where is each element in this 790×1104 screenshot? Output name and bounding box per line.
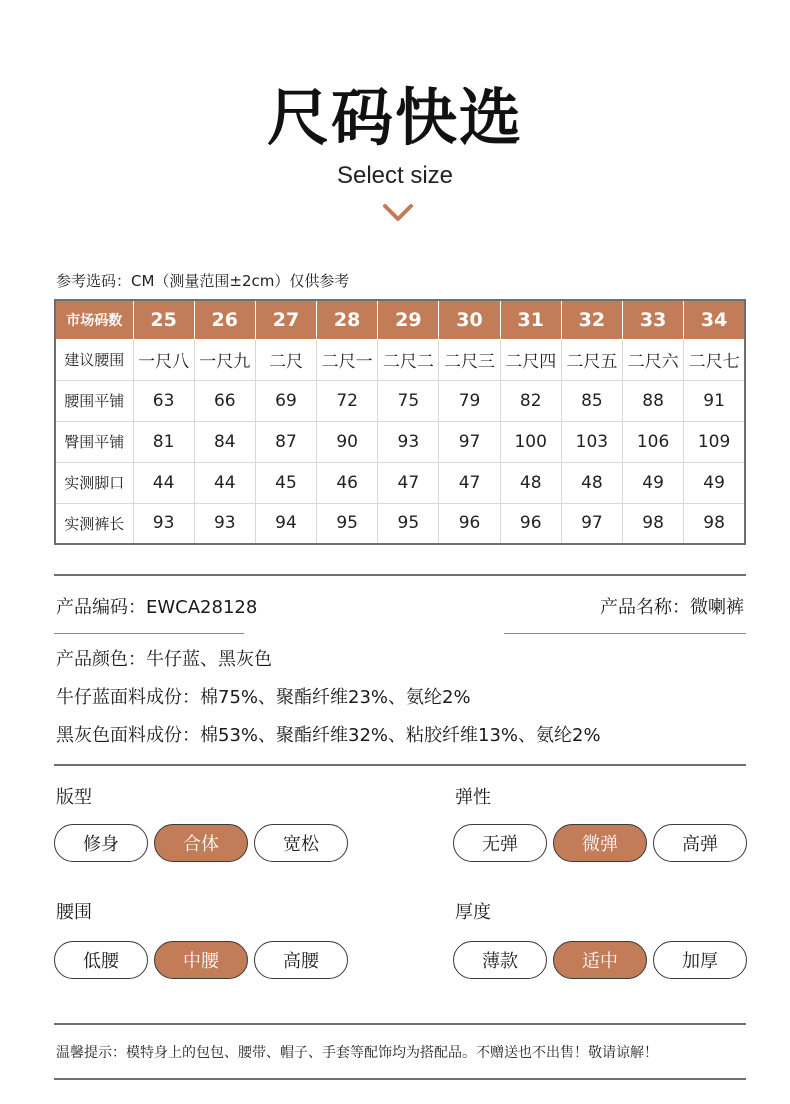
table-cell: 100 (500, 421, 561, 462)
table-cell: 二尺七 (684, 339, 745, 380)
table-cell: 48 (561, 462, 622, 503)
table-cell: 二尺四 (500, 339, 561, 380)
table-cell: 84 (194, 421, 255, 462)
table-cell: 75 (378, 380, 439, 421)
table-cell: 二尺二 (378, 339, 439, 380)
table-cell: 109 (684, 421, 745, 462)
table-cell: 二尺 (255, 339, 316, 380)
table-cell: 97 (439, 421, 500, 462)
table-cell: 103 (561, 421, 622, 462)
size-cell: 32 (561, 300, 622, 339)
waist-title: 腰围 (56, 902, 92, 923)
table-row (55, 339, 745, 380)
elasticity-option-high: 高弹 (653, 824, 747, 862)
size-cell: 34 (684, 300, 745, 339)
table-cell: 87 (255, 421, 316, 462)
size-chart-table (54, 299, 746, 545)
table-cell: 96 (439, 503, 500, 544)
table-cell: 69 (255, 380, 316, 421)
table-cell: 93 (194, 503, 255, 544)
chevron-down-icon (383, 204, 413, 222)
table-cell: 95 (378, 503, 439, 544)
row-label: 实测裤长 (55, 503, 133, 544)
table-cell: 85 (561, 380, 622, 421)
table-cell: 44 (194, 462, 255, 503)
table-row (55, 503, 745, 544)
size-cell: 33 (623, 300, 684, 339)
table-cell: 94 (255, 503, 316, 544)
table-cell: 91 (684, 380, 745, 421)
thickness-title: 厚度 (455, 902, 491, 923)
table-cell: 二尺三 (439, 339, 500, 380)
section-divider (54, 1078, 746, 1080)
table-cell: 72 (317, 380, 378, 421)
page-subtitle: Select size (336, 162, 454, 189)
table-cell: 81 (133, 421, 194, 462)
page-title: 尺码快选 (266, 81, 523, 154)
table-cell: 一尺八 (133, 339, 194, 380)
product-color: 产品颜色：牛仔蓝、黑灰色 (56, 649, 272, 670)
thickness-option-thick: 加厚 (653, 941, 747, 979)
table-cell: 106 (623, 421, 684, 462)
table-row (55, 380, 745, 421)
table-cell: 98 (684, 503, 745, 544)
table-cell: 49 (623, 462, 684, 503)
row-label: 臀围平铺 (55, 421, 133, 462)
table-cell: 63 (133, 380, 194, 421)
section-divider (54, 1023, 746, 1025)
table-cell: 二尺五 (561, 339, 622, 380)
table-cell: 79 (439, 380, 500, 421)
table-cell: 一尺九 (194, 339, 255, 380)
section-divider (54, 574, 746, 576)
size-cell: 31 (500, 300, 561, 339)
size-cell: 26 (194, 300, 255, 339)
table-cell: 49 (684, 462, 745, 503)
size-cell: 28 (317, 300, 378, 339)
table-cell: 90 (317, 421, 378, 462)
table-cell: 98 (623, 503, 684, 544)
fit-option-loose: 宽松 (254, 824, 348, 862)
reference-note: 参考选码：CM（测量范围±2cm）仅供参考 (56, 272, 350, 290)
underline-left (54, 633, 244, 634)
row-label: 实测脚口 (55, 462, 133, 503)
table-cell: 88 (623, 380, 684, 421)
elasticity-option-slight: 微弹 (553, 824, 647, 862)
fabric-blue: 牛仔蓝面料成份：棉75%、聚酯纤维23%、氨纶2% (56, 687, 471, 708)
table-cell: 93 (133, 503, 194, 544)
table-cell: 47 (378, 462, 439, 503)
fabric-gray: 黑灰色面料成份：棉53%、聚酯纤维32%、粘胶纤维13%、氨纶2% (56, 725, 601, 746)
fit-options (54, 824, 348, 862)
table-row (55, 462, 745, 503)
size-header-row (55, 300, 745, 339)
header-label: 市场码数 (55, 300, 133, 339)
thickness-option-medium: 适中 (553, 941, 647, 979)
waist-options (54, 941, 348, 979)
table-cell: 47 (439, 462, 500, 503)
elasticity-title: 弹性 (455, 787, 491, 808)
waist-option-mid: 中腰 (154, 941, 248, 979)
elasticity-options (453, 824, 747, 862)
fit-title: 版型 (56, 787, 92, 808)
row-label: 腰围平铺 (55, 380, 133, 421)
table-cell: 二尺一 (317, 339, 378, 380)
thickness-option-thin: 薄款 (453, 941, 547, 979)
table-row (55, 421, 745, 462)
underline-right (504, 633, 746, 634)
waist-option-high: 高腰 (254, 941, 348, 979)
table-cell: 48 (500, 462, 561, 503)
thickness-options (453, 941, 747, 979)
waist-option-low: 低腰 (54, 941, 148, 979)
table-cell: 82 (500, 380, 561, 421)
fit-option-regular: 合体 (154, 824, 248, 862)
product-code: 产品编码：EWCA28128 (56, 597, 258, 618)
table-cell: 二尺六 (623, 339, 684, 380)
section-divider (54, 764, 746, 766)
table-cell: 45 (255, 462, 316, 503)
table-cell: 95 (317, 503, 378, 544)
table-cell: 44 (133, 462, 194, 503)
elasticity-option-none: 无弹 (453, 824, 547, 862)
table-cell: 96 (500, 503, 561, 544)
size-cell: 29 (378, 300, 439, 339)
size-cell: 30 (439, 300, 500, 339)
product-name: 产品名称：微喇裤 (600, 597, 744, 618)
table-cell: 66 (194, 380, 255, 421)
fit-option-slim: 修身 (54, 824, 148, 862)
table-cell: 46 (317, 462, 378, 503)
row-label: 建议腰围 (55, 339, 133, 380)
size-cell: 25 (133, 300, 194, 339)
table-cell: 97 (561, 503, 622, 544)
table-cell: 93 (378, 421, 439, 462)
notice-text: 温馨提示：模特身上的包包、腰带、帽子、手套等配饰均为搭配品。不赠送也不出售！敬请谅解！ (56, 1045, 658, 1061)
size-cell: 27 (255, 300, 316, 339)
